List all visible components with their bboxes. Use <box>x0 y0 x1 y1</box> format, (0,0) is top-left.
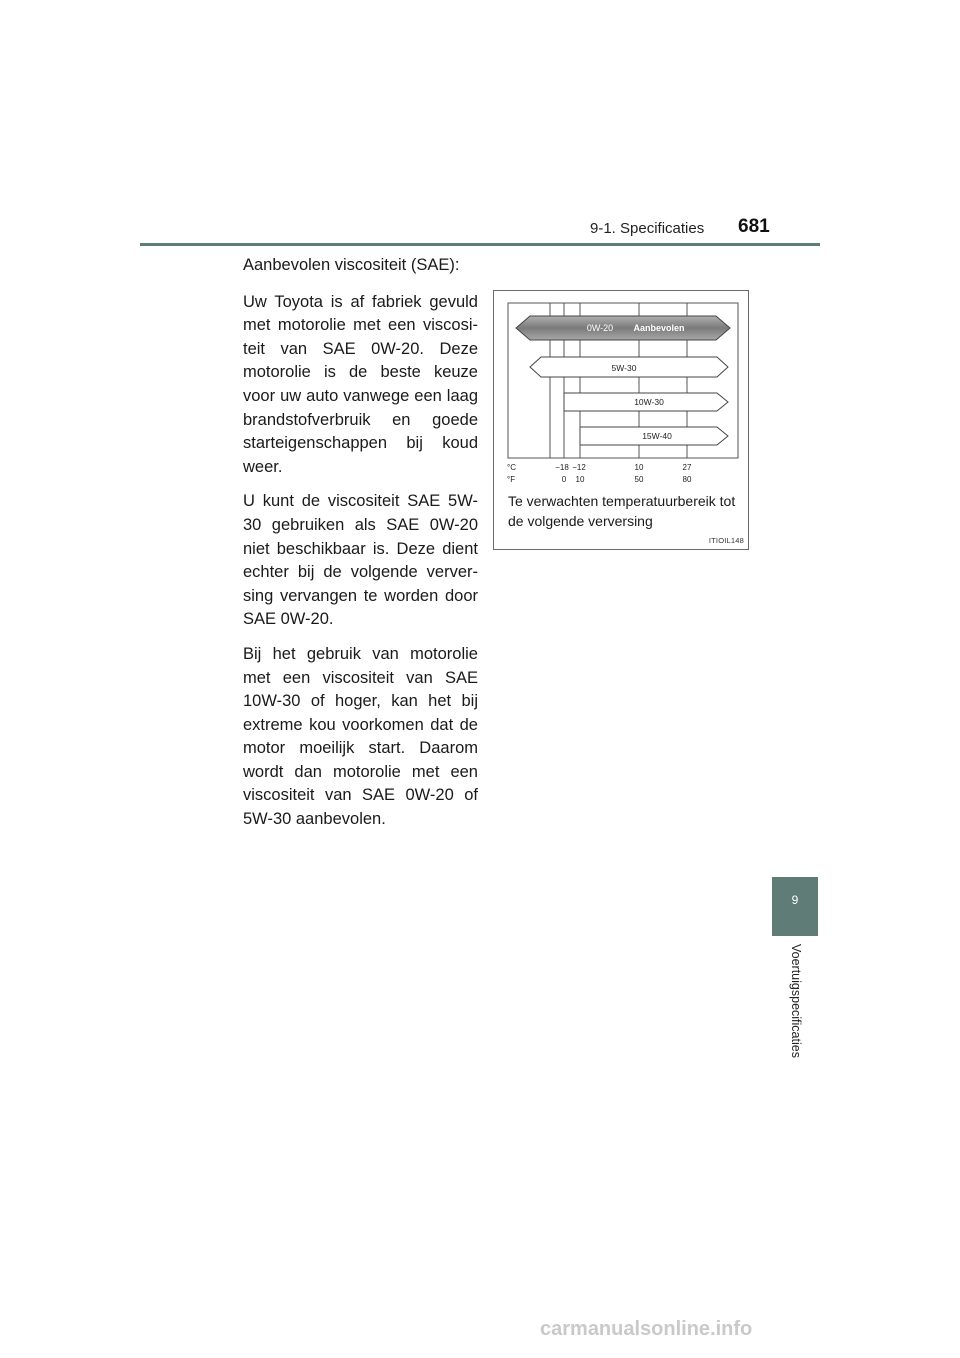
bar-0w20 <box>516 316 730 340</box>
bar-0w20-note: Aanbevolen <box>633 323 685 333</box>
watermark: carmanualsonline.info <box>540 1318 753 1340</box>
header-rule <box>140 243 820 246</box>
fahrenheit-unit-label: °F <box>507 475 516 484</box>
page-number: 681 <box>738 216 770 237</box>
figure-id: ITIOIL148 <box>708 536 744 545</box>
celsius-unit-label: °C <box>507 463 516 472</box>
chapter-tab-label: Voertuigspecificaties <box>789 944 803 1058</box>
page-header-section: 9-1. Specificaties <box>590 220 705 237</box>
bar-5w30-grade: 5W-30 <box>611 363 637 373</box>
paragraph-factory-oil: Uw Toyota is af fabriek gevuld met motorolie met een viscosi-teit van SAE 0W-20. Deze motorolie is de beste keuze voor uw auto vanwege een laag brandstofverbruik en goede starteigenschappen bij koud weer. <box>243 292 478 476</box>
fahrenheit-tick: 10 <box>575 475 585 484</box>
paragraph-alternative-oil: U kunt de viscositeit SAE 5W-30 gebruiken als SAE 0W-20 niet beschikbaar is. Deze dient echter bij de volgende verver-sing vervangen te worden door SAE 0W-20. <box>243 492 478 629</box>
figure-caption: Te verwachten temperatuurbereik tot de volgende verversing <box>508 493 736 529</box>
celsius-tick: 10 <box>634 463 644 472</box>
celsius-tick: −12 <box>572 463 586 472</box>
viscosity-figure <box>493 290 749 550</box>
body-text <box>243 254 478 843</box>
fahrenheit-tick: 50 <box>634 475 644 484</box>
fahrenheit-tick: 0 <box>561 475 567 484</box>
viscosity-diagram <box>494 291 750 491</box>
bar-15w40-grade: 15W-40 <box>642 431 672 441</box>
bar-10w30-grade: 10W-30 <box>634 397 664 407</box>
celsius-tick: 27 <box>682 463 692 472</box>
chapter-tab-number: 9 <box>791 893 799 907</box>
celsius-tick: −18 <box>555 463 569 472</box>
intro-heading: Aanbevolen viscositeit (SAE): <box>243 256 460 274</box>
fahrenheit-tick: 80 <box>682 475 692 484</box>
bar-0w20-grade: 0W-20 <box>586 323 614 333</box>
paragraph-cold-start: Bij het gebruik van motorolie met een viscositeit van SAE 10W-30 of hoger, kan het bij extreme kou voorkomen dat de motor moeilijk start. Daarom wordt dan motorolie met een viscositeit van SAE 0W-20 of 5W-30 aanbevolen. <box>243 644 478 829</box>
